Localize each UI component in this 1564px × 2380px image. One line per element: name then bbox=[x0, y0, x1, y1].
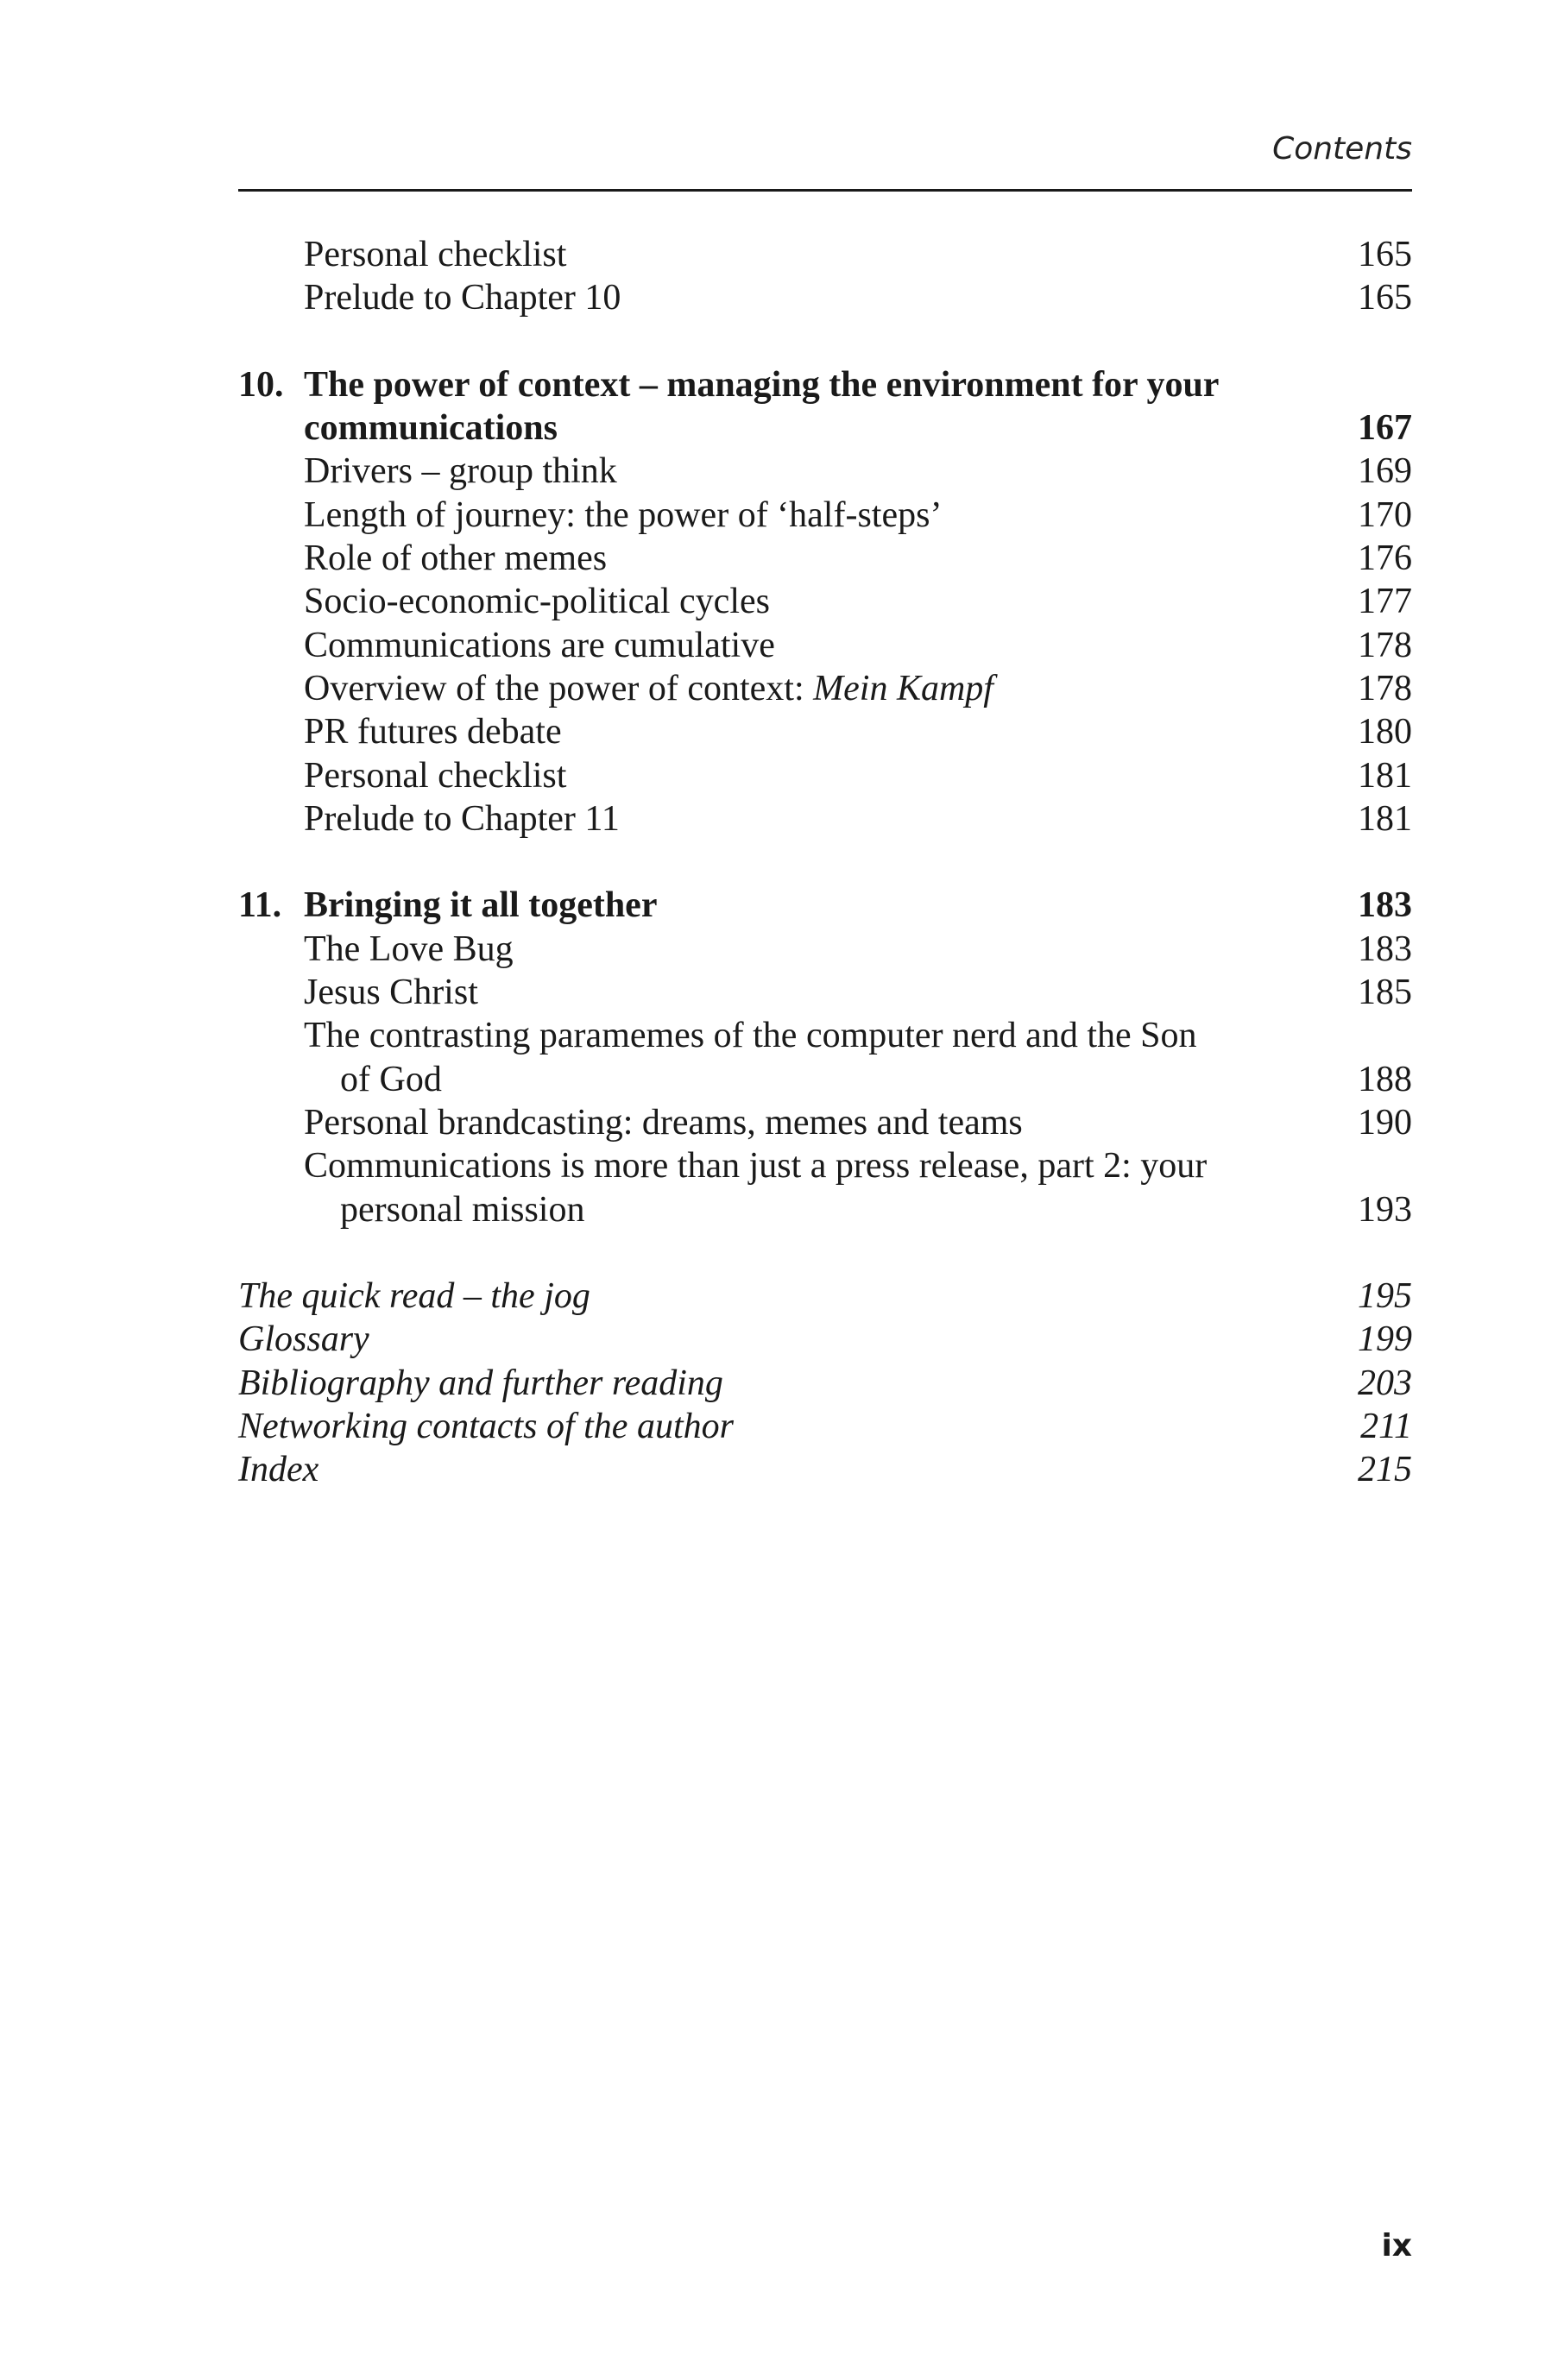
toc-entry-title-italic: Mein Kampf bbox=[813, 668, 993, 708]
back-matter-title: Bibliography and further reading bbox=[238, 1363, 723, 1403]
section-spacer bbox=[238, 841, 1412, 884]
toc-entry-continued[interactable] bbox=[238, 1188, 1412, 1231]
toc-entry-continued[interactable] bbox=[238, 1058, 1412, 1101]
toc-entry-title: Socio-economic-political cycles bbox=[304, 582, 770, 622]
chapter-heading[interactable] bbox=[238, 363, 1412, 406]
toc-entry[interactable] bbox=[238, 494, 1412, 537]
back-matter-page: 203 bbox=[1358, 1363, 1412, 1403]
chapter-heading-continued[interactable] bbox=[238, 406, 1412, 450]
toc-entry-title bbox=[238, 667, 1358, 710]
toc-entry-title: Jesus Christ bbox=[304, 973, 478, 1013]
toc-entry-title: Drivers – group think bbox=[304, 451, 617, 492]
toc-entry-title: The contrasting paramemes of the computer nerd and the Son bbox=[304, 1016, 1197, 1056]
toc-entry-page: 181 bbox=[1358, 755, 1412, 796]
toc-entry-page: 190 bbox=[1358, 1102, 1412, 1143]
header-rule bbox=[238, 189, 1412, 192]
chapter-title: The power of context – managing the environment for your bbox=[304, 364, 1220, 405]
toc-entry[interactable] bbox=[238, 797, 1412, 841]
toc-entry-page: 176 bbox=[1358, 538, 1412, 579]
chapter-title-continued: communications bbox=[304, 408, 558, 449]
chapter-page: 183 bbox=[1358, 885, 1412, 926]
back-matter-title: Glossary bbox=[238, 1319, 369, 1360]
toc-entry-title: Communications are cumulative bbox=[304, 625, 775, 665]
toc-entry-title: The Love Bug bbox=[304, 929, 514, 969]
running-head: Contents bbox=[1272, 131, 1412, 167]
toc-entry[interactable] bbox=[238, 928, 1412, 971]
toc-entry-page: 180 bbox=[1358, 712, 1412, 752]
back-matter-title: Networking contacts of the author bbox=[238, 1407, 734, 1447]
toc-entry[interactable] bbox=[238, 537, 1412, 580]
chapter-heading[interactable] bbox=[238, 884, 1412, 927]
toc-entry-page: 165 bbox=[1358, 235, 1412, 274]
toc-entry[interactable] bbox=[238, 667, 1412, 710]
toc-entry-page: 193 bbox=[1358, 1189, 1412, 1230]
toc-entry[interactable] bbox=[238, 1014, 1412, 1057]
toc-entry-title: Communications is more than just a press release, part 2: your bbox=[304, 1146, 1208, 1187]
toc-entry-title-continued: personal mission bbox=[340, 1189, 585, 1230]
back-matter-page: 215 bbox=[1358, 1450, 1412, 1490]
toc-entry-page: 178 bbox=[1358, 625, 1412, 665]
toc-entry-page: 177 bbox=[1358, 582, 1412, 622]
toc-entry-title: Personal checklist bbox=[304, 755, 567, 796]
back-matter-entry[interactable] bbox=[238, 1362, 1412, 1405]
chapter-title: Bringing it all together bbox=[304, 885, 658, 926]
toc-entry[interactable] bbox=[238, 580, 1412, 623]
back-matter-entry[interactable] bbox=[238, 1405, 1412, 1448]
toc-entry-page: 185 bbox=[1358, 973, 1412, 1013]
toc-entry-title: PR futures debate bbox=[304, 712, 562, 752]
toc-entry-page: 183 bbox=[1358, 929, 1412, 969]
toc-entry-title: Personal checklist bbox=[304, 235, 567, 274]
back-matter-title: The quick read – the jog bbox=[238, 1276, 590, 1317]
toc-entry-title-continued: of God bbox=[340, 1059, 442, 1099]
back-matter-page: 211 bbox=[1360, 1407, 1412, 1447]
toc-entry-page: 165 bbox=[1358, 278, 1412, 318]
toc-entry[interactable] bbox=[238, 276, 1412, 319]
toc-entry-title: Personal brandcasting: dreams, memes and teams bbox=[304, 1102, 1023, 1143]
toc-entry[interactable] bbox=[238, 450, 1412, 493]
table-of-contents bbox=[238, 233, 1412, 1492]
chapter-number: 10. bbox=[238, 364, 284, 405]
toc-entry-page: 170 bbox=[1358, 494, 1412, 535]
page-number: ix bbox=[1381, 2228, 1412, 2264]
toc-entry-title-prefix: Overview of the power of context: bbox=[304, 668, 814, 708]
toc-entry[interactable] bbox=[238, 754, 1412, 797]
back-matter-entry[interactable] bbox=[238, 1448, 1412, 1491]
chapter-page: 167 bbox=[1358, 408, 1412, 449]
toc-entry[interactable] bbox=[238, 1144, 1412, 1187]
toc-entry-page: 188 bbox=[1358, 1059, 1412, 1099]
back-matter-title: Index bbox=[238, 1450, 319, 1490]
toc-entry-title: Role of other memes bbox=[304, 538, 608, 579]
section-spacer bbox=[238, 320, 1412, 363]
toc-entry[interactable] bbox=[238, 710, 1412, 753]
back-matter-page: 199 bbox=[1358, 1319, 1412, 1360]
toc-entry[interactable] bbox=[238, 971, 1412, 1014]
back-matter-page: 195 bbox=[1358, 1276, 1412, 1317]
toc-entry-title: Prelude to Chapter 10 bbox=[304, 278, 621, 318]
toc-entry-title: Length of journey: the power of ‘half-steps’ bbox=[304, 494, 943, 535]
toc-entry-page: 178 bbox=[1358, 668, 1412, 708]
toc-entry-title: Prelude to Chapter 11 bbox=[304, 798, 620, 839]
chapter-number: 11. bbox=[238, 885, 282, 926]
toc-entry[interactable] bbox=[238, 233, 1412, 276]
toc-entry[interactable] bbox=[238, 1101, 1412, 1144]
section-spacer bbox=[238, 1231, 1412, 1275]
toc-entry-page: 169 bbox=[1358, 451, 1412, 492]
toc-entry-page: 181 bbox=[1358, 798, 1412, 839]
back-matter-entry[interactable] bbox=[238, 1275, 1412, 1318]
toc-entry[interactable] bbox=[238, 624, 1412, 667]
back-matter-entry[interactable] bbox=[238, 1318, 1412, 1361]
